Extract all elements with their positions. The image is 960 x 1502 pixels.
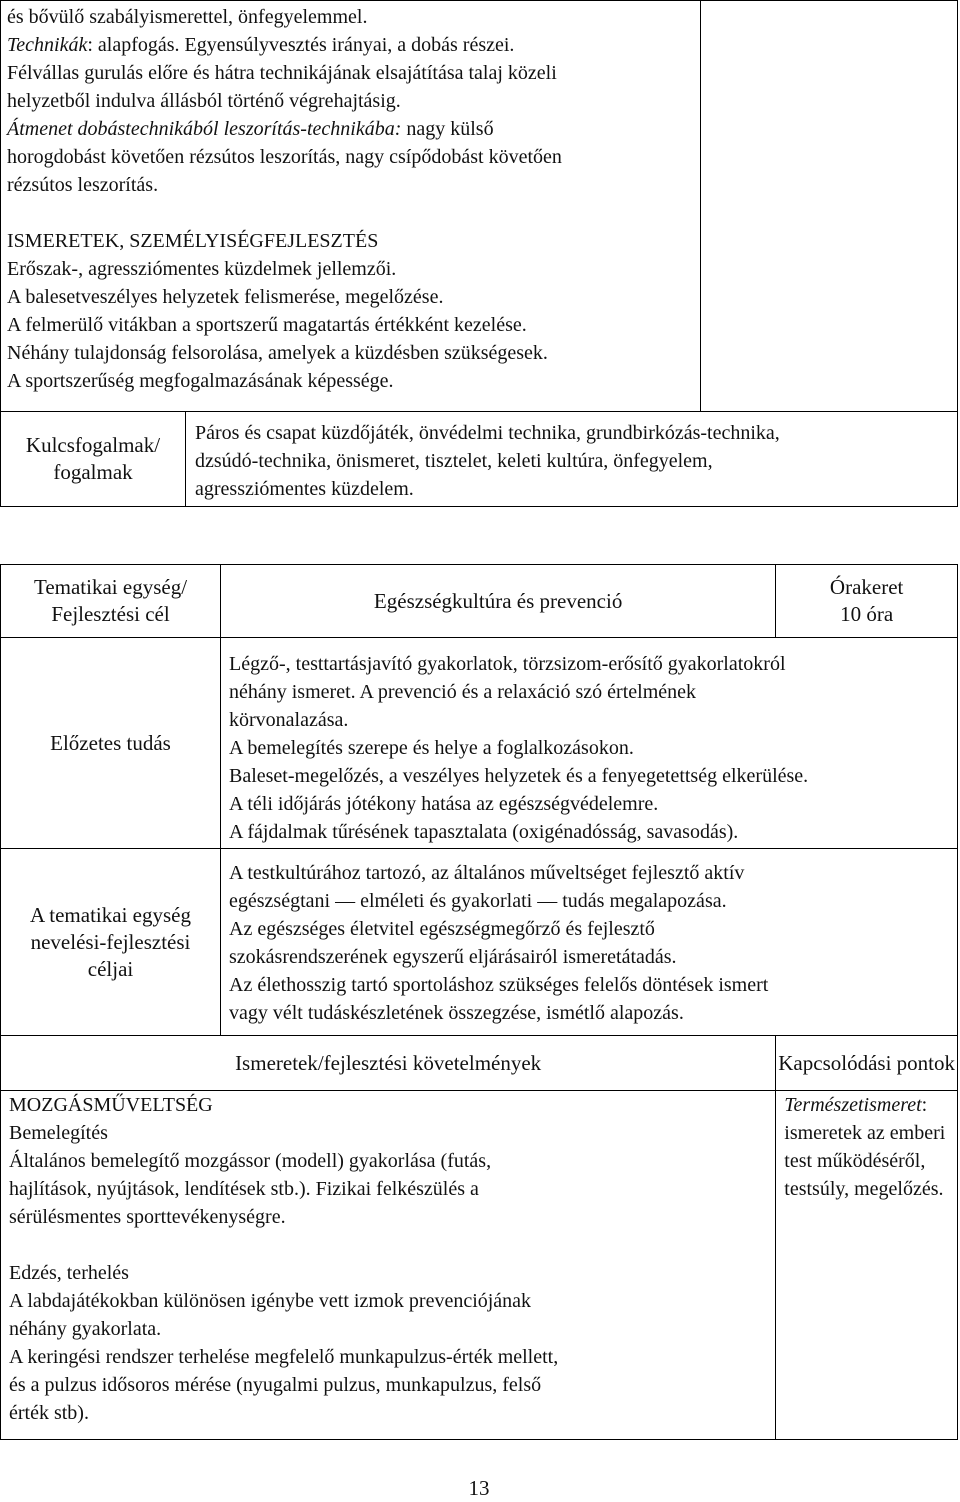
knowledge-item: A balesetveszélyes helyzetek felismerése, megelőzése. <box>7 286 444 308</box>
section-subtitle: Edzés, terhelés <box>9 1262 129 1284</box>
links-cell-empty <box>701 1 958 412</box>
requirements-text: MOZGÁSMŰVELTSÉG Bemelegítés Általános bemelegítő mozgássor (modell) gyakorlása (futás, hajlítások, nyújtások, lendítések stb.). Fizikai felkészülés a sérülésmentes sporttevékenységre. Edzés, terhelés A labdajátékokban különösen igénybe vett izmok prevenciójának néhány gyakorlata. A keringési rendszer terhelése megfelelő munkapulzus-érték mellett, és a pulzus idősoros mérése (nyugalmi pulzus, munkapulzus, felső érték stb). <box>1 1091 776 1440</box>
section-title: MOZGÁSMŰVELTSÉG <box>9 1094 213 1116</box>
top-table <box>0 0 958 507</box>
hours-label: Órakeret <box>829 575 904 599</box>
link-subject: Természetismeret <box>784 1094 922 1116</box>
spacer <box>7 199 694 227</box>
transition-text-3: rézsútos leszorítás. <box>7 174 159 196</box>
intro-line: Félvállas gurulás előre és hátra technikájának elsajátítása talaj közeli <box>7 62 557 84</box>
transition-text-2: horogdobást követően rézsútos leszorítás, nagy csípődobást követően <box>7 146 562 168</box>
intro-line: és bővülő szabályismerettel, önfegyelemmel. <box>7 6 368 28</box>
knowledge-item: Erőszak-, agressziómentes küzdelmek jellemzői. <box>7 258 397 280</box>
techniques-label: Technikák <box>7 34 88 56</box>
link-subject-line: Természetismeret: <box>784 1094 928 1116</box>
key-concepts-label: Kulcsfogalmak/ fogalmak <box>1 412 186 507</box>
knowledge-item: Néhány tulajdonság felsorolása, amelyek a küzdésben szükségesek. <box>7 342 548 364</box>
prior-knowledge-text: Légző-, testtartásjavító gyakorlatok, törzsizom-erősítő gyakorlatokról néhány ismeret. A prevenció és a relaxáció szó értelmének körvonalazása. A bemelegítés szerepe és helye a foglalkozásokon. Baleset-megelőzés, a veszélyes helyzetek és a fenyegetettség elkerülése. A téli időjárás jótékony hatása az egészségvédelemre. A fájdalmak tűrésének tapasztalata (oxigénadósság, savasodás). <box>221 638 958 849</box>
unit-table <box>0 564 958 1440</box>
section-subtitle: Bemelegítés <box>9 1122 108 1144</box>
unit-label: Tematikai egység/ Fejlesztési cél <box>1 565 221 638</box>
techniques-text: : alapfogás. Egyensúlyvesztés irányai, a dobás részei. <box>87 34 515 56</box>
links-text: Természetismeret: ismeretek az emberi test működéséről, testsúly, megelőzés. <box>776 1091 958 1440</box>
links-header: Kapcsolódási pontok <box>776 1036 958 1091</box>
hours-cell <box>776 565 958 638</box>
knowledge-item: A felmerülő vitákban a sportszerű magatartás értékként kezelése. <box>7 314 527 336</box>
key-concepts-text: Páros és csapat küzdőjáték, önvédelmi technika, grundbirkózás-technika, dzsúdó-technika, önismeret, tisztelet, keleti kultúra, önfegyelem, agressziómentes küzdelem. <box>186 412 958 507</box>
hours-value: 10 óra <box>840 602 894 626</box>
transition-label: Átmenet dobástechnikából leszorítás-technikába: <box>7 118 402 140</box>
page-number: 13 <box>468 1476 490 1500</box>
knowledge-heading: ISMERETEK, SZEMÉLYISÉGFEJLESZTÉS <box>7 230 379 252</box>
goals-label: A tematikai egység nevelési-fejlesztési céljai <box>1 849 221 1036</box>
prior-knowledge-label: Előzetes tudás <box>1 638 221 849</box>
goals-text: A testkultúrához tartozó, az általános műveltséget fejlesztő aktív egészségtani — elméleti és gyakorlati — tudás megalapozása. Az egészséges életvitel egészségmegőrző és fejlesztő szokásrendszerének egyszerű eljárásairól ismeretátadás. Az élethosszig tartó sportoláshoz szükséges felelős döntések ismert vagy vélt tudáskészletének összegzése, ismétlő alapozás. <box>221 849 958 1036</box>
spacer <box>9 1231 769 1259</box>
techniques-line <box>7 31 694 59</box>
knowledge-item: A sportszerűség megfogalmazásának képessége. <box>7 370 394 392</box>
intro-line: helyzetből indulva állásból történő végrehajtásig. <box>7 90 401 112</box>
unit-title: Egészségkultúra és prevenció <box>221 565 776 638</box>
content-cell <box>1 1 701 412</box>
transition-line <box>7 115 694 143</box>
requirements-header: Ismeretek/fejlesztési követelmények <box>1 1036 776 1091</box>
transition-text-1: nagy külső <box>401 118 494 140</box>
